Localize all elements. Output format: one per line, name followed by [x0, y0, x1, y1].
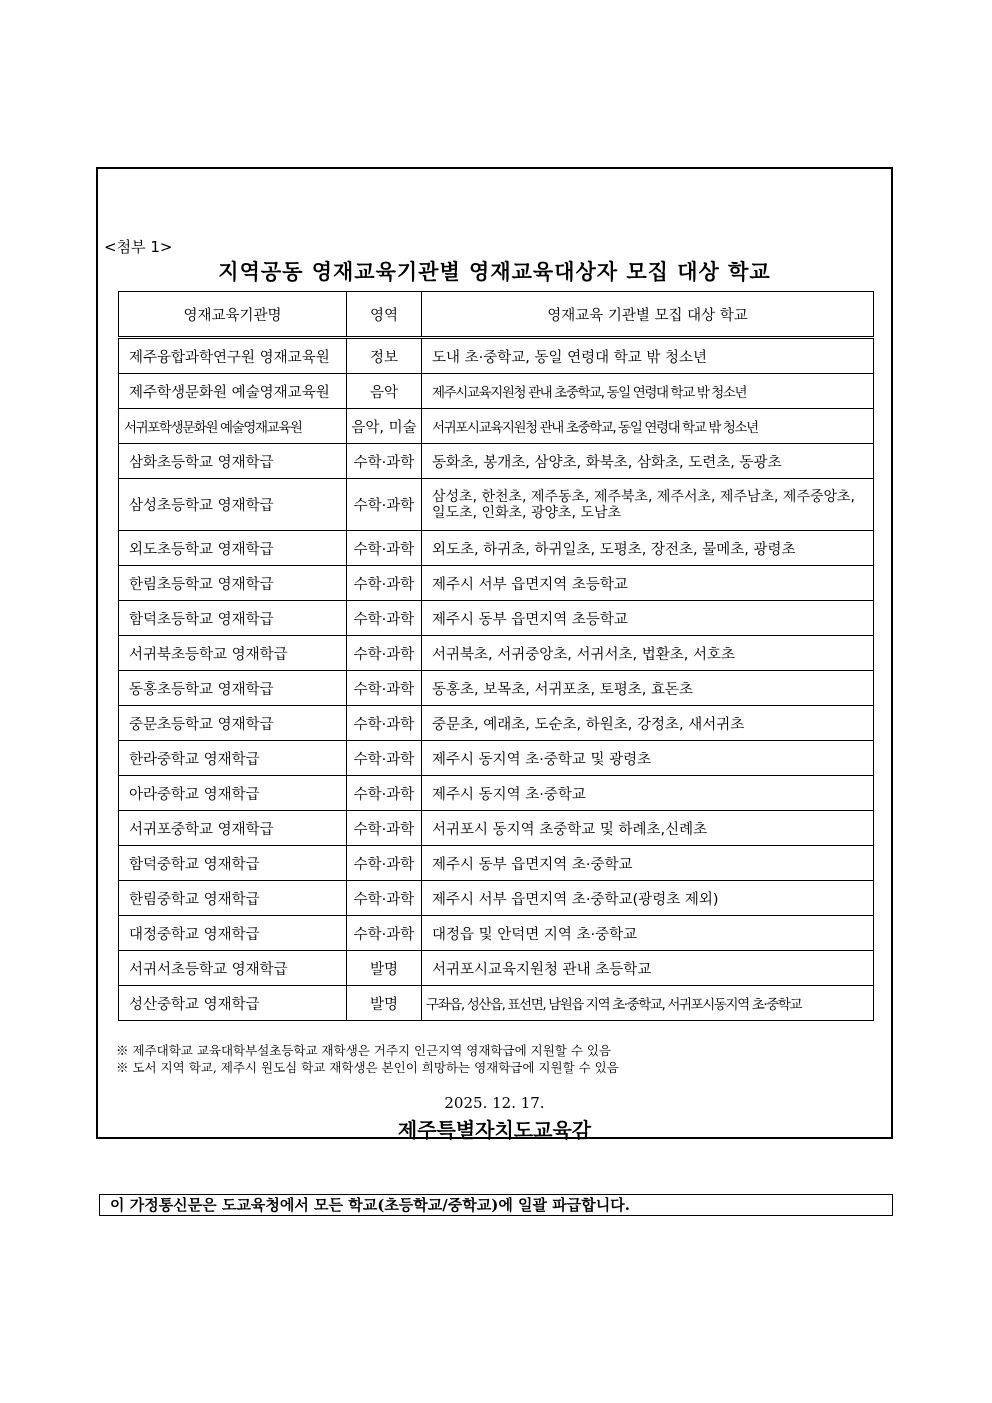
target-schools: 구좌읍, 성산읍, 표선면, 남원읍 지역 초·중학교, 서귀포시동지역 초·중학교: [422, 986, 874, 1021]
target-schools: 서귀포시교육지원청 관내 초중학교, 동일 연령대 학교 밖 청소년: [422, 409, 874, 444]
table-row: [119, 374, 874, 409]
area-cell: 정보: [347, 338, 422, 374]
area-cell: 수학·과학: [347, 846, 422, 881]
institution-name: 한라중학교 영재학급: [119, 741, 347, 776]
area-cell: 발명: [347, 986, 422, 1021]
table-row: [119, 601, 874, 636]
note-line: ※ 도서 지역 학교, 제주시 원도심 학교 재학생은 본인이 희망하는 영재학급에 지원할 수 있음: [116, 1060, 619, 1075]
institution-name: 함덕초등학교 영재학급: [119, 601, 347, 636]
table-row: [119, 566, 874, 601]
attachment-label: <첨부 1>: [104, 238, 173, 256]
table-row: [119, 846, 874, 881]
area-cell: 수학·과학: [347, 601, 422, 636]
table-row: [119, 671, 874, 706]
table-row: [119, 409, 874, 444]
signer-name: 제주특별자치도교육감: [397, 1118, 592, 1142]
table-row: [119, 636, 874, 671]
institution-name: 한림초등학교 영재학급: [119, 566, 347, 601]
target-schools: 삼성초, 한천초, 제주동초, 제주북초, 제주서초, 제주남초, 제주중앙초, 일도초, 인화초, 광양초, 도남초: [422, 479, 874, 531]
institution-name: 서귀포중학교 영재학급: [119, 811, 347, 846]
document-title: 지역공동 영재교육기관별 영재교육대상자 모집 대상 학교: [218, 259, 771, 284]
issue-date: 2025. 12. 17.: [444, 1094, 545, 1112]
header-target-schools: 영재교육 기관별 모집 대상 학교: [422, 292, 874, 338]
target-schools: 동홍초, 보목초, 서귀포초, 토평초, 효돈초: [422, 671, 874, 706]
table-row: [119, 741, 874, 776]
area-cell: 수학·과학: [347, 636, 422, 671]
institution-name: 함덕중학교 영재학급: [119, 846, 347, 881]
target-schools: 외도초, 하귀초, 하귀일초, 도평초, 장전초, 물메초, 광령초: [422, 531, 874, 566]
area-cell: 수학·과학: [347, 881, 422, 916]
institution-name: 제주학생문화원 예술영재교육원: [119, 374, 347, 409]
table-row: [119, 531, 874, 566]
target-schools: 서귀포시 동지역 초중학교 및 하례초,신례초: [422, 811, 874, 846]
table-row: [119, 338, 874, 374]
institution-name: 외도초등학교 영재학급: [119, 531, 347, 566]
header-area: 영역: [347, 292, 422, 338]
area-cell: 수학·과학: [347, 479, 422, 531]
area-cell: 수학·과학: [347, 671, 422, 706]
institution-name: 삼성초등학교 영재학급: [119, 479, 347, 531]
area-cell: 수학·과학: [347, 916, 422, 951]
target-schools: 제주시 동지역 초·중학교: [422, 776, 874, 811]
header-institution: 영재교육기관명: [119, 292, 347, 338]
table-row: [119, 776, 874, 811]
target-schools: 제주시교육지원청 관내 초중학교, 동일 연령대 학교 밖 청소년: [422, 374, 874, 409]
area-cell: 음악: [347, 374, 422, 409]
institution-name: 성산중학교 영재학급: [119, 986, 347, 1021]
target-schools: 제주시 동부 읍면지역 초등학교: [422, 601, 874, 636]
institution-name: 서귀북초등학교 영재학급: [119, 636, 347, 671]
area-cell: 수학·과학: [347, 566, 422, 601]
institution-name: 서귀포학생문화원 예술영재교육원: [119, 409, 347, 444]
table-row: [119, 706, 874, 741]
institution-name: 삼화초등학교 영재학급: [119, 444, 347, 479]
area-cell: 수학·과학: [347, 444, 422, 479]
table-row: [119, 916, 874, 951]
target-schools: 도내 초·중학교, 동일 연령대 학교 밖 청소년: [422, 338, 874, 374]
institution-name: 중문초등학교 영재학급: [119, 706, 347, 741]
area-cell: 수학·과학: [347, 776, 422, 811]
distribution-notice: 이 가정통신문은 도교육청에서 모든 학교(초등학교/중학교)에 일괄 파급합니다.: [99, 1194, 893, 1216]
table-row: [119, 986, 874, 1021]
institution-name: 서귀서초등학교 영재학급: [119, 951, 347, 986]
target-schools: 동화초, 봉개초, 삼양초, 화북초, 삼화초, 도련초, 동광초: [422, 444, 874, 479]
area-cell: 수학·과학: [347, 706, 422, 741]
target-schools: 제주시 서부 읍면지역 초·중학교(광령초 제외): [422, 881, 874, 916]
table-row: [119, 811, 874, 846]
table-row: [119, 479, 874, 531]
table-header-row: [119, 292, 874, 338]
notes: [116, 1042, 619, 1076]
school-table: [118, 291, 874, 1021]
area-cell: 수학·과학: [347, 811, 422, 846]
area-cell: 수학·과학: [347, 741, 422, 776]
target-schools: 서귀포시교육지원청 관내 초등학교: [422, 951, 874, 986]
area-cell: 음악, 미술: [347, 409, 422, 444]
target-schools: 제주시 서부 읍면지역 초등학교: [422, 566, 874, 601]
table-row: [119, 444, 874, 479]
institution-name: 제주융합과학연구원 영재교육원: [119, 338, 347, 374]
table-row: [119, 881, 874, 916]
target-schools: 서귀북초, 서귀중앙초, 서귀서초, 법환초, 서호초: [422, 636, 874, 671]
area-cell: 수학·과학: [347, 531, 422, 566]
target-schools: 중문초, 예래초, 도순초, 하원초, 강정초, 새서귀초: [422, 706, 874, 741]
target-schools: 제주시 동부 읍면지역 초·중학교: [422, 846, 874, 881]
target-schools: 대정읍 및 안덕면 지역 초·중학교: [422, 916, 874, 951]
institution-name: 대정중학교 영재학급: [119, 916, 347, 951]
area-cell: 발명: [347, 951, 422, 986]
note-line: ※ 제주대학교 교육대학부설초등학교 재학생은 거주지 인근지역 영재학급에 지원할 수 있음: [116, 1043, 612, 1058]
institution-name: 동홍초등학교 영재학급: [119, 671, 347, 706]
table-row: [119, 951, 874, 986]
institution-name: 아라중학교 영재학급: [119, 776, 347, 811]
institution-name: 한림중학교 영재학급: [119, 881, 347, 916]
target-schools: 제주시 동지역 초·중학교 및 광령초: [422, 741, 874, 776]
